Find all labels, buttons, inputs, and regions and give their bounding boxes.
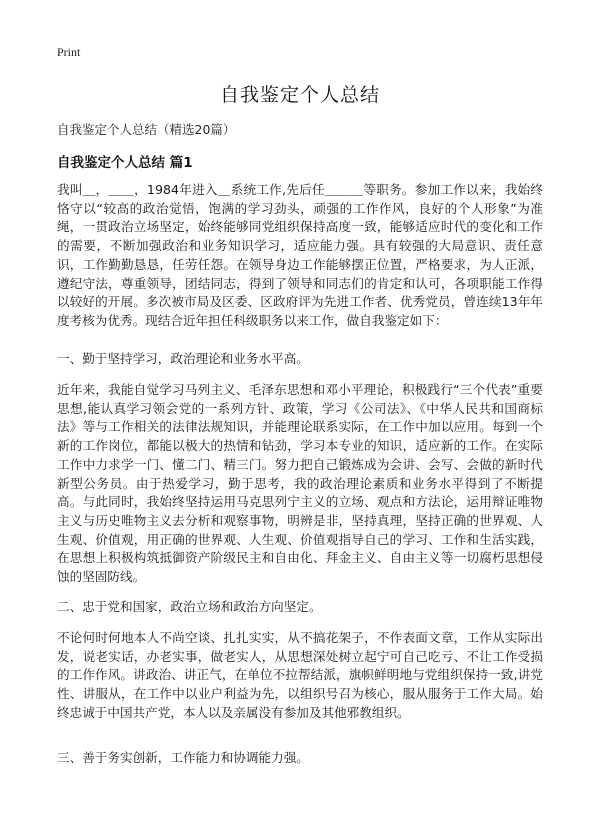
page-title: 自我鉴定个人总结 bbox=[219, 84, 380, 106]
print-link[interactable]: Print bbox=[57, 45, 81, 59]
section-heading: 自我鉴定个人总结 篇1 bbox=[57, 155, 193, 171]
point-heading-1: 一、勤于坚持学习，政治理论和业务水平高。 bbox=[57, 351, 309, 366]
point-paragraph-2: 不论何时何地本人不尚空谈、扎扎实实，从不搞花架子，不作表面文章，工作从实际出发，说老实话，办老实事，做老实人，从思想深处树立起宁可自己吃亏、不让工作受损的工作作风。讲政治、讲正气，在单位不拉帮结派，旗帜鲜明地与党组织保持一致,讲党性、讲服从，在工作中以业户利益为先，以组织号召为核心，服从服务于工作大局。始终忠诚于中国共产党，本人以及亲属没有参加及其他邪教组织。 bbox=[57, 630, 543, 720]
intro-paragraph: 我叫＿，＿＿，1984年进入＿系统工作,先后任＿＿＿等职务。参加工作以来，我始终恪守以“较高的政治觉悟，饱满的学习劲头，顽强的工作作风，良好的个人形象”为准绳，一贯政治立场坚定，始终能够同党组织保持高度一致，能够适应时代的变化和工作的需要，不断加强政治和业务知识学习，适应能力强。具有较强的大局意识、责任意识，工作勤勤恳恳，任劳任怨。在领导身边工作能够摆正位置，严格要求，为人正派，遵纪守法，尊重领导，团结同志，得到了领导和同志们的肯定和认可，各项职能工作得以较好的开展。多次被市局及区委、区政府评为先进工作者、优秀党员，曾连续13年年度考核为优秀。现结合近年担任科级职务以来工作，做自我鉴定如下： bbox=[57, 182, 543, 328]
point-paragraph-1: 近年来，我能自觉学习马列主义、毛泽东思想和邓小平理论，积极践行“三个代表”重要思想,能认真学习领会党的一系列方针、政策，学习《公司法》、《中华人民共和国商标法》等与工作相关的法律法规知识，并能理论联系实际，在工作中加以应用。每到一个新的工作岗位，都能以极大的热情和钻劲，学习本专业的知识，适应新的工作。在实际工作中力求学一门、懂二门、精三门。努力把自己锻炼成为会讲、会写、会做的新时代新型公务员。由于热爱学习，勤于思考，我的政治理论素质和业务水平得到了不断提高。与此同时，我始终坚持运用马克思列宁主义的立场、观点和方法论，运用辩证唯物主义与历史唯物主义去分析和观察事物，明辨是非，坚持真理，坚持正确的世界观、人生观、价值观，用正确的世界观、人生观、价值观指导自己的学习、工作和生活实践，在思想上积极构筑抵御资产阶级民主和自由化、拜金主义、自由主义等一切腐朽思想侵蚀的坚固防线。 bbox=[57, 382, 543, 585]
point-heading-3: 三、善于务实创新，工作能力和协调能力强。 bbox=[57, 750, 309, 765]
document-subtitle: 自我鉴定个人总结（精选20篇） bbox=[57, 122, 236, 137]
point-heading-2: 二、忠于党和国家，政治立场和政治方向坚定。 bbox=[57, 599, 322, 614]
